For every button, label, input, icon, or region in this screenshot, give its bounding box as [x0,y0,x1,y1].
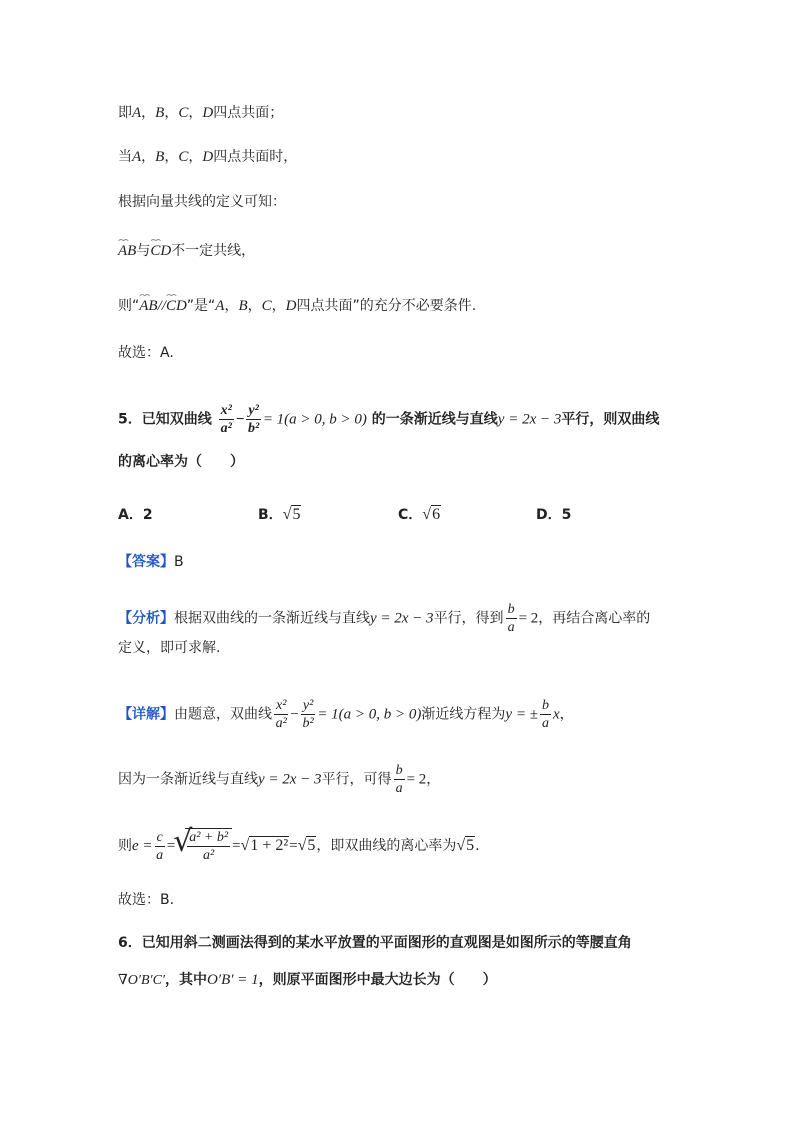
fraction-x2-a2: $\frac{\text{x²}}{\text{a²}}$ [220,403,232,436]
option-key: D． [536,507,562,523]
text: 四点共面”的充分不必要条件. [296,298,477,314]
point-D: D [202,105,214,121]
fraction-b-a: $\frac{b}{a}$ [541,698,549,731]
ratio-value: = 2 [406,771,427,788]
eccentricity-symbol: e = [132,838,153,854]
question-6-stem-2 [118,970,497,991]
option-value: 5 [292,506,301,523]
detail-tag: 【详解】 [118,706,174,723]
point-A: A [132,105,142,121]
option-key: B． [258,507,283,523]
fraction-x2-a2: $\frac{\text{x²}}{\text{a²}}$ [275,698,287,731]
question-6-stem: 6．已知用斜二测画法得到的某水平放置的平面图形的直观图是如图所示的等腰直角 [118,935,632,951]
point-B: B [155,149,165,165]
text: 因为一条渐近线与直线 [118,771,258,788]
asymptote-equation: y = ± [505,706,538,723]
point-B: B [155,105,165,121]
detail-conclusion: 故选：B. [118,892,175,908]
line-equation: y = 2x − 3 [370,610,434,627]
option-c[interactable]: C．√6 [398,506,441,523]
proof-line-4 [118,241,255,261]
option-value: 2 [142,507,153,523]
text: 则“ [118,298,140,314]
text: ”是“ [186,298,216,314]
analysis-line-1 [118,601,650,636]
point-A: A [132,149,142,165]
segment-length: O′B′ = 1 [206,972,259,988]
text: 则 [118,838,132,854]
detail-line-3: 则e = $\frac{c}{a}$ = √ $\frac{\text{a² + b²}}{\text{a²}}$ =√1 + 2²=√5，即双曲线的离心率为√5. [118,828,480,864]
option-key: C． [398,507,423,523]
text: 即 [118,105,132,121]
option-value: 6 [432,506,441,523]
proof-line-1: 即A，B，C，D四点共面； [118,105,284,121]
fraction-b-a: $\frac{b}{a}$ [395,763,403,796]
text: 根据双曲线的一条渐近线与直线 [174,610,370,627]
fraction-y2-b2: $\frac{\text{y²}}{\text{b²}}$ [302,698,314,731]
sqrt-expression: √ $\frac{\text{a² + b²}}{\text{a²}}$ [175,828,232,864]
text: 的一条渐近线与直线 [371,411,498,428]
text: 四点共面； [213,105,284,121]
option-a[interactable] [118,504,153,524]
text: 平行，则双曲线 [561,411,660,428]
answer-tag: 【答案】 [118,554,174,570]
point-B: B [238,298,248,314]
sqrt-5: 5 [307,837,316,854]
text: ，即双曲线的离心率为 [316,838,457,854]
text: 与 [136,243,151,259]
triangle-label: ∇O′B′C′ [118,973,165,988]
point-C: C [178,105,189,121]
equals: = [289,838,298,854]
text: . [475,838,480,854]
line-equation: y = 2x − 3 [497,411,562,428]
sqrt-5: 5 [466,837,475,854]
question-5-stem: 5．已知双曲线 $\frac{\text{x²}}{\text{a²}}$ − $\frac{\text{y²}}{\text{b²}}$ = 1(a > 0, b > 0) 的一条渐近线与直线y = 2x − 3平行，则双曲线 [118,403,660,436]
point-C: C [178,149,189,165]
hyperbola-condition: = 1(a > 0, b > 0) [317,706,422,723]
proof-line-2: 当A，B，C，D四点共面时， [118,149,298,165]
vector-ab: ⌢⌢ AB [118,241,136,261]
line-equation: y = 2x − 3 [258,771,322,788]
detail-line-2 [118,762,440,797]
text: ，则原平面图形中最大边长为（ ） [258,972,497,988]
fraction-c-a: $\frac{c}{a}$ [156,829,164,863]
text: 不一定共线， [171,243,256,259]
text: 平行，可得 [321,771,392,788]
text: 由题意，双曲线 [174,706,272,723]
text: ，再结合离心率的 [538,610,651,627]
option-d[interactable] [536,504,571,524]
equals: = [232,838,241,854]
text: 四点共面时， [213,149,298,165]
fraction-y2-b2: $\frac{\text{y²}}{\text{b²}}$ [248,403,260,436]
text: ， [559,706,574,723]
text: 当 [118,149,132,165]
analysis-line-2: 定义，即可求解. [118,640,221,656]
sqrt-1-plus-2sq: 1 + 2² [250,837,289,854]
point-D: D [285,298,297,314]
parallel-symbol: // [157,298,166,314]
vector-cd: ⌢⌢ CD [166,296,187,316]
proof-conclusion: 故选：A. [118,345,174,361]
vector-ab: ⌢⌢ AB [139,296,157,316]
ratio-value: = 2 [518,610,539,627]
option-key: A． [118,507,143,523]
option-b[interactable]: B．√5 [258,506,301,523]
detail-line-1: 【详解】由题意，双曲线 $\frac{\text{x²}}{\text{a²}}$ − $\frac{\text{y²}}{\text{b²}}$ = 1(a > 0, b > 0)渐近线方程为y = ± $\frac{b}{a}$ x， [118,698,574,731]
point-D: D [202,149,214,165]
point-C: C [261,298,272,314]
answer-value: B [174,554,184,570]
point-A: A [215,298,225,314]
equals: = [166,838,176,854]
option-value: 5 [561,507,572,523]
proof-line-5: 则“⌢⌢ AB//⌢⌢ CD”是“A，B，C，D四点共面”的充分不必要条件. [118,296,476,316]
text: 渐近线方程为 [421,706,506,723]
text: 平行，得到 [433,610,504,627]
vector-cd: ⌢⌢ CD [150,241,171,261]
text: ，其中 [164,972,207,988]
proof-line-3: 根据向量共线的定义可知： [118,194,286,210]
text: ， [426,771,441,788]
hyperbola-condition: = 1(a > 0, b > 0) [262,411,367,428]
fraction-b-a: $\frac{b}{a}$ [507,602,515,635]
answer-line [118,552,184,572]
question-5-stem-2: 的离心率为（ ） [118,454,244,470]
question-number: 5．已知双曲线 [118,411,212,428]
analysis-tag: 【分析】 [118,610,174,627]
variable-x: x [552,706,560,723]
